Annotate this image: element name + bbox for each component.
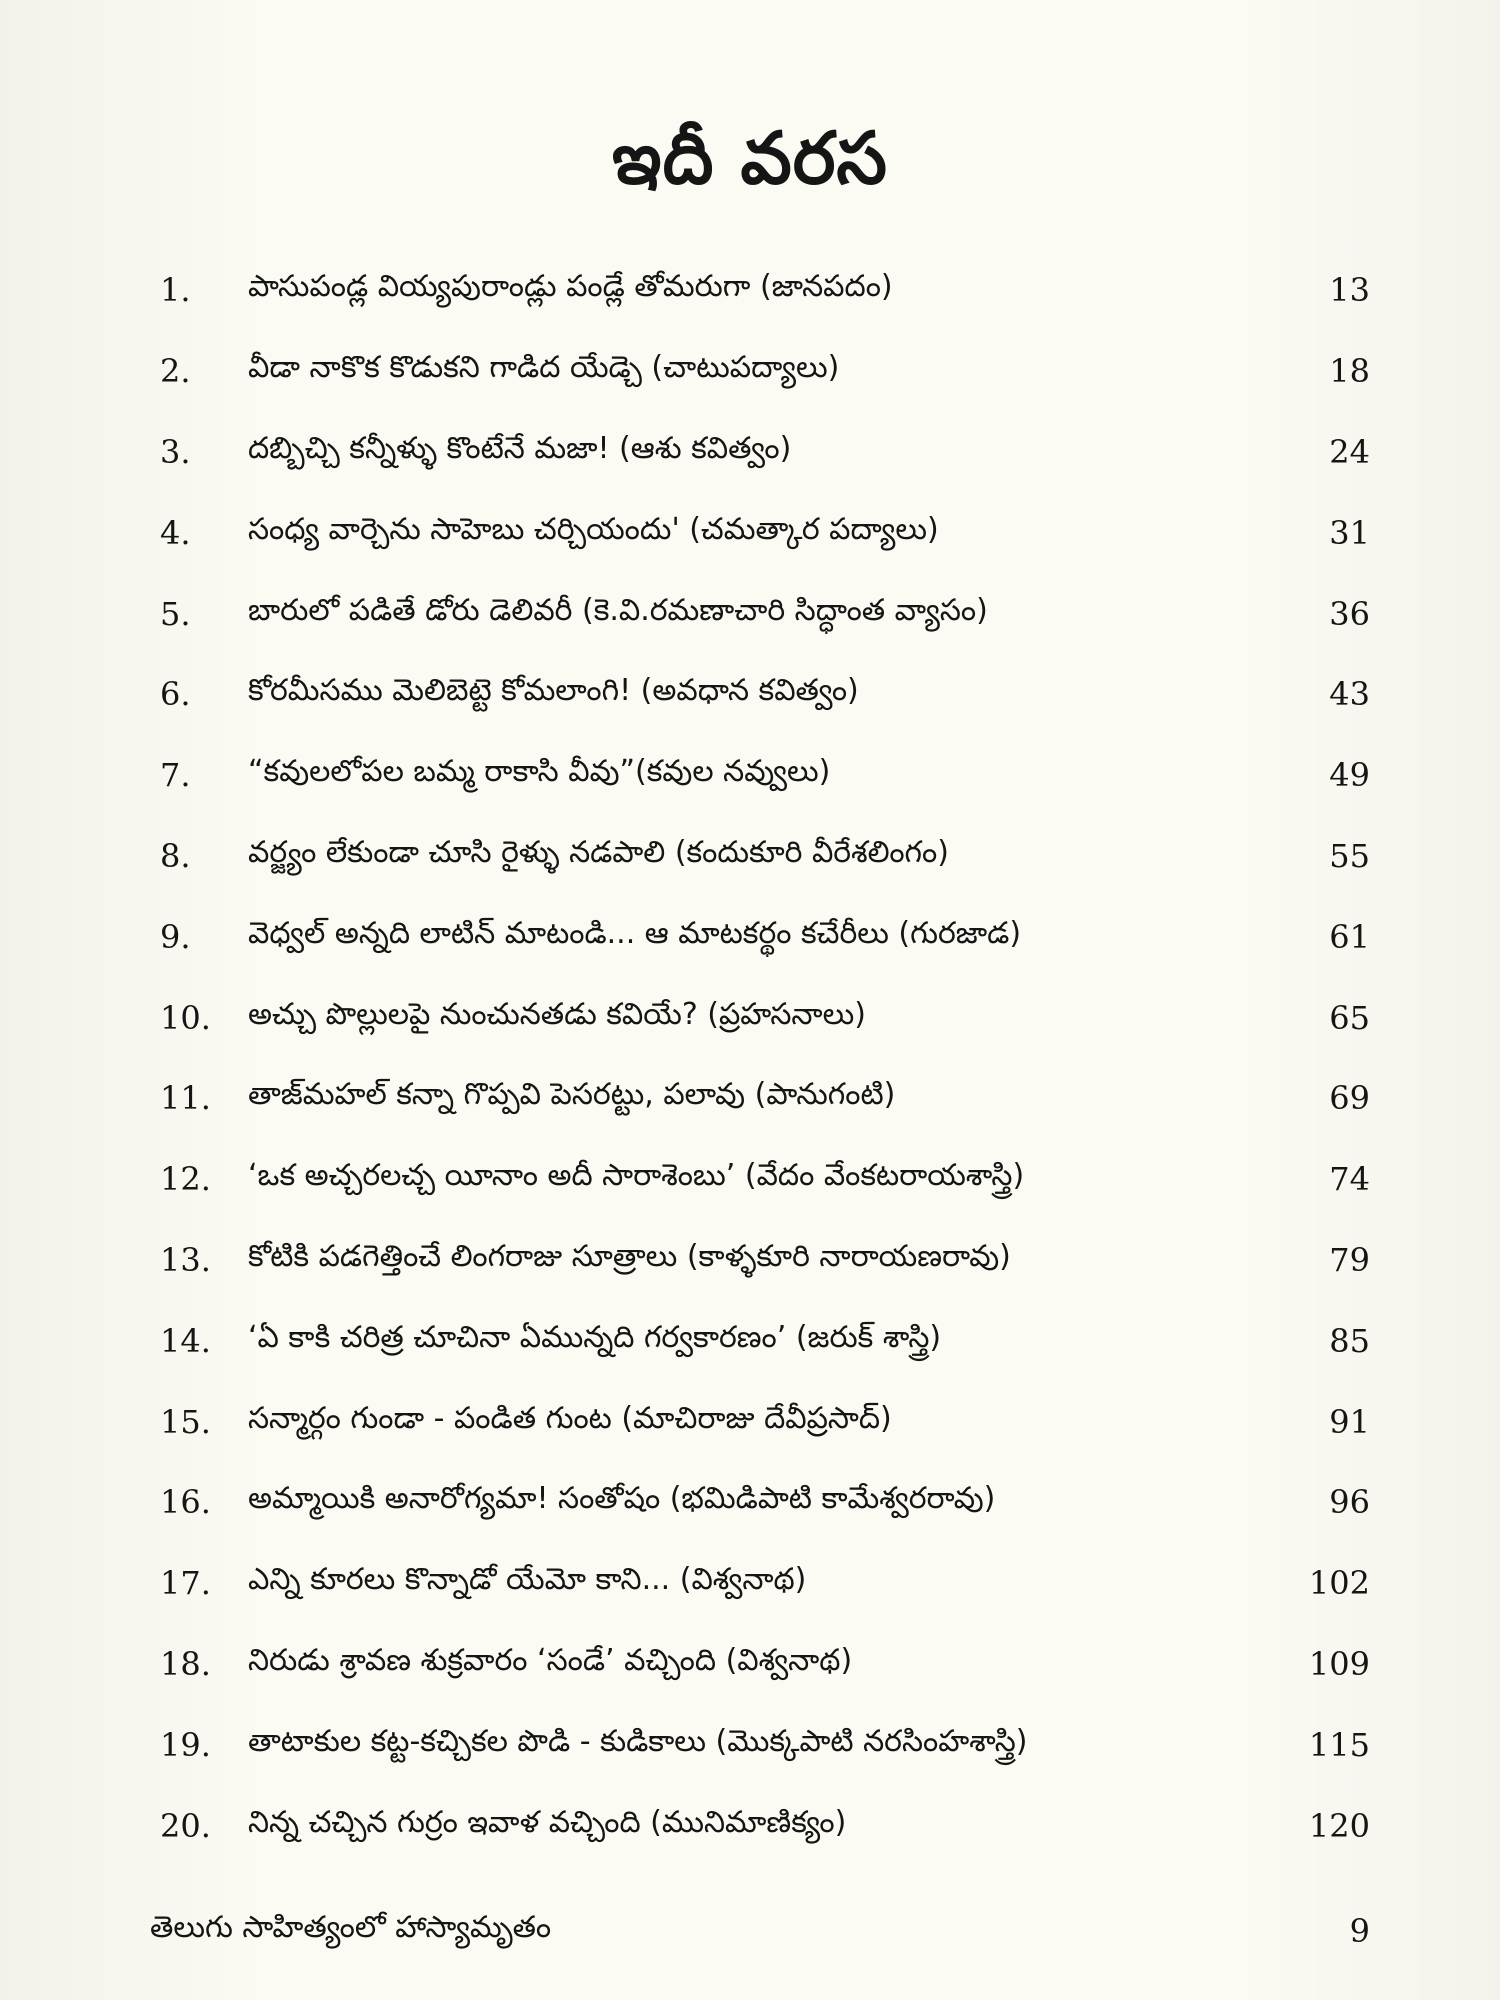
entry-title: నిన్న చచ్చిన గుర్రం ఇవాళ వచ్చింది (మునిమాణిక్యం)	[248, 1804, 847, 1840]
entry-page-number: 55	[1329, 836, 1370, 875]
toc-entry-15	[160, 1381, 1370, 1462]
entry-title: తాజ్‌మహల్ కన్నా గొప్పవి పెసరట్టు, పలావు (పానుగంటి)	[248, 1077, 896, 1113]
page-title: ఇదీ వరస	[612, 116, 888, 201]
toc-entry-18	[160, 1624, 1370, 1705]
entry-page-number: 102	[1308, 1564, 1370, 1603]
book-title-footer: తెలుగు సాహిత్యంలో హాస్యామృతం	[150, 1910, 552, 1945]
entry-title: వెధ్వల్ అన్నది లాటిన్ మాటండి... ఆ మాటకర్థం కచేరీలు (గురజాడ)	[248, 915, 1022, 951]
toc-entry-16	[160, 1462, 1370, 1543]
entry-number: 10.	[160, 998, 211, 1037]
toc-entry-20	[160, 1785, 1370, 1866]
toc-entry-3	[160, 412, 1370, 493]
toc-entry-12	[160, 1139, 1370, 1220]
entry-page-number: 31	[1329, 513, 1370, 552]
entry-page-number: 120	[1308, 1806, 1370, 1845]
toc-entry-10	[160, 977, 1370, 1058]
entry-number: 19.	[160, 1725, 211, 1764]
entry-title: బారులో పడితే డోరు డెలివరీ (కె.వి.రమణాచారి సిద్ధాంత వ్యాసం)	[248, 592, 988, 628]
entry-number: 11.	[160, 1079, 211, 1118]
entry-number: 5.	[160, 594, 191, 633]
entry-title: పాసుపండ్ల వియ్యపురాండ్లు పండ్లే తోమరుగా (జానపదం)	[248, 269, 893, 305]
toc-entry-5	[160, 573, 1370, 654]
table-of-contents	[160, 250, 1370, 1866]
entry-page-number: 91	[1329, 1402, 1370, 1441]
entry-page-number: 43	[1329, 675, 1370, 714]
entry-page-number: 69	[1329, 1079, 1370, 1118]
entry-number: 16.	[160, 1483, 211, 1522]
entry-number: 3.	[160, 432, 191, 471]
entry-number: 18.	[160, 1644, 211, 1683]
toc-entry-9	[160, 896, 1370, 977]
toc-entry-8	[160, 816, 1370, 897]
entry-number: 6.	[160, 675, 191, 714]
toc-entry-17	[160, 1543, 1370, 1624]
toc-entry-19	[160, 1704, 1370, 1785]
toc-entry-1	[160, 250, 1370, 331]
entry-title: వీడా నాకొక కొడుకని గాడిద యేడ్చె (చాటుపద్యాలు)	[248, 350, 840, 386]
entry-title: నిరుడు శ్రావణ శుక్రవారం ‘సండే’ వచ్చింది (విశ్వనాథ)	[248, 1642, 853, 1678]
toc-entry-11	[160, 1058, 1370, 1139]
entry-title: వర్జ్యం లేకుండా చూసి రైళ్ళు నడపాలి (కందుకూరి వీరేశలింగం)	[248, 834, 949, 870]
entry-number: 12.	[160, 1160, 211, 1199]
entry-page-number: 74	[1329, 1160, 1370, 1199]
entry-page-number: 61	[1329, 917, 1370, 956]
entry-number: 9.	[160, 917, 191, 956]
entry-title: అచ్చు పొల్లులపై నుంచునతడు కవియే? (ప్రహసనాలు)	[248, 996, 866, 1032]
entry-title: ‘ఒక అచ్చరలచ్చ యీనాం అదీ సారాశెంబు’ (వేదం వేంకటరాయశాస్త్రి)	[248, 1158, 1025, 1194]
toc-entry-4	[160, 492, 1370, 573]
entry-page-number: 49	[1329, 756, 1370, 795]
toc-entry-7	[160, 735, 1370, 816]
toc-entry-2	[160, 331, 1370, 412]
entry-page-number: 115	[1308, 1725, 1370, 1764]
entry-number: 4.	[160, 513, 191, 552]
entry-title: దబ్బిచ్చి కన్నీళ్ళు కొంటేనే మజా! (ఆశు కవిత్వం)	[248, 430, 792, 466]
entry-page-number: 65	[1329, 998, 1370, 1037]
entry-title: కోరమీసము మెలిబెట్టె కోమలాంగి! (అవధాన కవిత్వం)	[248, 673, 859, 709]
entry-title: అమ్మాయికి అనారోగ్యమా! సంతోషం (భమిడిపాటి కామేశ్వరరావు)	[248, 1481, 996, 1517]
entry-number: 2.	[160, 352, 191, 391]
toc-entry-6	[160, 654, 1370, 735]
page-number: 9	[1349, 1912, 1370, 1950]
entry-page-number: 36	[1329, 594, 1370, 633]
entry-title: సంధ్య వార్చెను సాహెబు చర్చియందు' (చమత్కార పద్యాలు)	[248, 511, 939, 547]
entry-number: 15.	[160, 1402, 211, 1441]
entry-number: 17.	[160, 1564, 211, 1603]
entry-title: సన్మార్గం గుండా - పండిత గుంట (మాచిరాజు దేవీప్రసాద్)	[248, 1400, 892, 1436]
entry-title: ఎన్ని కూరలు కొన్నాడో యేమో కాని... (విశ్వనాథ)	[248, 1562, 807, 1598]
entry-title: ‘ఏ కాకి చరిత్ర చూచినా ఏమున్నది గర్వకారణం’ (జరుక్ శాస్త్రి)	[248, 1319, 942, 1355]
entry-page-number: 85	[1329, 1321, 1370, 1360]
entry-page-number: 13	[1329, 271, 1370, 310]
toc-entry-14	[160, 1300, 1370, 1381]
entry-number: 7.	[160, 756, 191, 795]
entry-number: 20.	[160, 1806, 211, 1845]
entry-page-number: 24	[1329, 432, 1370, 471]
entry-title: కోటికి పడగెత్తించే లింగరాజు సూత్రాలు (కాళ్ళకూరి నారాయణరావు)	[248, 1238, 1011, 1274]
entry-title: తాటాకుల కట్ట-కచ్చికల పొడి - కుడికాలు (మొక్కపాటి నరసింహశాస్త్రి)	[248, 1723, 1028, 1759]
entry-page-number: 96	[1329, 1483, 1370, 1522]
entry-number: 8.	[160, 836, 191, 875]
entry-page-number: 79	[1329, 1240, 1370, 1279]
entry-title: “కవులలోపల బమ్మ రాకాసి వీవు”(కవుల నవ్వులు)	[248, 754, 831, 790]
entry-page-number: 109	[1308, 1644, 1370, 1683]
entry-page-number: 18	[1329, 352, 1370, 391]
page-footer	[150, 1910, 1370, 1952]
entry-number: 1.	[160, 271, 191, 310]
entry-number: 13.	[160, 1240, 211, 1279]
toc-entry-13	[160, 1220, 1370, 1301]
entry-number: 14.	[160, 1321, 211, 1360]
